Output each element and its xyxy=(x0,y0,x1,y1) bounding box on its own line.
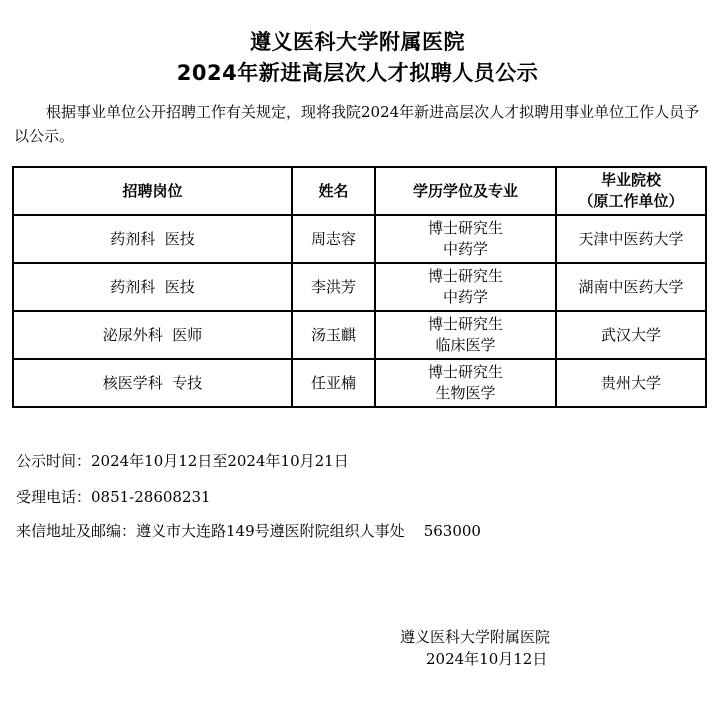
cell-name: 周志容 xyxy=(292,215,375,263)
cell-degree xyxy=(375,215,556,263)
cell-degree xyxy=(375,263,556,311)
header-degree: 学历学位及专业 xyxy=(375,167,556,215)
cell-position: 药剂科 医技 xyxy=(13,263,292,311)
signature-date: 2024年10月12日 xyxy=(426,650,548,668)
cell-school: 湖南中医药大学 xyxy=(556,263,706,311)
header-school-line1: 毕业院校 xyxy=(600,171,661,189)
title-line-2: 2024年新进高层次人才拟聘人员公示 xyxy=(176,61,539,85)
cell-degree-line1: 博士研究生 xyxy=(427,219,503,237)
table-row xyxy=(13,359,706,407)
table-row xyxy=(13,311,706,359)
cell-degree-line2: 中药学 xyxy=(442,240,488,258)
cell-school: 天津中医药大学 xyxy=(556,215,706,263)
header-school xyxy=(556,167,706,215)
table-row xyxy=(13,263,706,311)
cell-position: 核医学科 专技 xyxy=(13,359,292,407)
table-header-row xyxy=(13,167,706,215)
cell-name: 汤玉麒 xyxy=(292,311,375,359)
header-school-line2: （原工作单位） xyxy=(578,192,684,210)
publicity-period: 公示时间：2024年10月12日至2024年10月21日 xyxy=(16,452,349,470)
personnel-table xyxy=(12,166,707,408)
mailing-address: 来信地址及邮编：遵义市大连路149号遵医附院组织人事处 563000 xyxy=(16,522,481,540)
cell-position: 泌尿外科 医师 xyxy=(13,311,292,359)
cell-name: 任亚楠 xyxy=(292,359,375,407)
cell-degree-line2: 生物医学 xyxy=(435,384,496,402)
title-line-1: 遵义医科大学附属医院 xyxy=(250,30,465,54)
cell-degree xyxy=(375,359,556,407)
signature-org: 遵义医科大学附属医院 xyxy=(400,628,551,646)
header-name: 姓名 xyxy=(292,167,375,215)
table-row xyxy=(13,215,706,263)
cell-degree-line1: 博士研究生 xyxy=(427,363,503,381)
cell-school: 贵州大学 xyxy=(556,359,706,407)
cell-position: 药剂科 医技 xyxy=(13,215,292,263)
cell-name: 李洪芳 xyxy=(292,263,375,311)
cell-degree-line2: 临床医学 xyxy=(435,336,496,354)
cell-degree-line1: 博士研究生 xyxy=(427,267,503,285)
intro-paragraph: 根据事业单位公开招聘工作有关规定，现将我院2024年新进高层次人才拟聘用事业单位工作人员予以公示。 xyxy=(14,103,700,145)
header-position: 招聘岗位 xyxy=(13,167,292,215)
cell-degree-line2: 中药学 xyxy=(442,288,488,306)
contact-phone: 受理电话：0851-28608231 xyxy=(16,488,211,506)
cell-school: 武汉大学 xyxy=(556,311,706,359)
cell-degree-line1: 博士研究生 xyxy=(427,315,503,333)
cell-degree xyxy=(375,311,556,359)
